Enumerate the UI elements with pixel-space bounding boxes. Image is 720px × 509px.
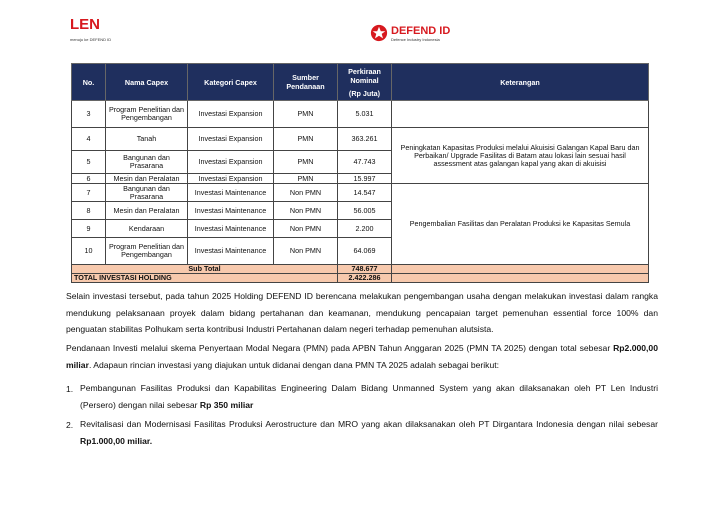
cell-keterangan-empty <box>392 101 649 128</box>
defend-id-logo <box>370 24 470 46</box>
cell-nominal: 64.069 <box>338 238 392 265</box>
cell-nominal: 363.261 <box>338 128 392 151</box>
cell-sumber: PMN <box>274 128 338 151</box>
cell-kategori: Investasi Expansion <box>188 128 274 151</box>
table-row <box>72 184 649 202</box>
cell-nama: Bangunan dan Prasarana <box>106 184 188 202</box>
cell-nama: Kendaraan <box>106 220 188 238</box>
cell-sumber: PMN <box>274 101 338 128</box>
paragraph-pendanaan-total: Rp2.000,00 miliar <box>66 343 658 370</box>
list-number-1: 1. <box>66 384 74 394</box>
total-keterangan <box>392 274 649 283</box>
paragraph-pendanaan <box>66 340 658 373</box>
list-item-1-text: Pembangunan Fasilitas Produksi dan Kapabilitas Engineering Dalam Bidang Unmanned System yang akan dilaksanakan oleh PT Len Industri (Persero) dengan nilai sebesar <box>80 383 658 410</box>
capex-table <box>71 63 649 283</box>
cell-kategori: Investasi Maintenance <box>188 202 274 220</box>
cell-sumber: PMN <box>274 151 338 174</box>
total-value: 2.422.286 <box>338 274 392 283</box>
cell-keterangan-expansion: Peningkatan Kapasitas Produksi melalui Akuisisi Galangan Kapal Baru dan Perbaikan/ Upgrade Fasilitas di Batam atau lokasi lain sesuai hasil assessment atas galangan kapal yang akan di akuisisi <box>392 128 649 184</box>
total-label: TOTAL INVESTASI HOLDING <box>72 274 338 283</box>
header-perkiraan-line2: (Rp Juta) <box>348 88 381 98</box>
header-perkiraan-line1: Perkiraan Nominal <box>348 66 381 85</box>
cell-no: 5 <box>72 151 106 174</box>
header-keterangan: Keterangan <box>392 64 649 101</box>
len-logo <box>70 16 130 46</box>
cell-kategori: Investasi Expansion <box>188 151 274 174</box>
cell-keterangan-maintenance: Pengembalian Fasilitas dan Peralatan Produksi ke Kapasitas Semula <box>392 184 649 265</box>
header-kategori-capex: Kategori Capex <box>188 64 274 101</box>
len-logo-text: LEN <box>70 16 100 33</box>
paragraph-investasi-text: Selain investasi tersebut, pada tahun 2025 Holding DEFEND ID berencana melakukan pengembangan usaha dengan melakukan investasi dalam rangka mendukung pelaksanaan proyek dalam bidang pertahanan dan keamanan, mendukung pencapaian target pemenuhan essential force 100% dan penguatan stabilitas Polhukam serta kontribusi Industri Pertahanan dalam negeri terhadap pemenuhan alutsista. <box>66 291 658 334</box>
subtotal-label: Sub Total <box>72 265 338 274</box>
list-item-1 <box>80 380 658 413</box>
cell-nama: Mesin dan Peralatan <box>106 202 188 220</box>
table-row <box>72 101 649 128</box>
cell-no: 9 <box>72 220 106 238</box>
cell-nama: Mesin dan Peralatan <box>106 174 188 184</box>
defend-logo-text: DEFEND ID <box>391 25 451 37</box>
cell-sumber: Non PMN <box>274 238 338 265</box>
defend-logo-tagline: Defence Industry Indonesia <box>391 37 440 42</box>
header-perkiraan-nominal <box>338 64 392 101</box>
cell-nominal: 47.743 <box>338 151 392 174</box>
cell-nama: Tanah <box>106 128 188 151</box>
cell-no: 6 <box>72 174 106 184</box>
cell-nominal: 15.997 <box>338 174 392 184</box>
list-item-2-amount: Rp1.000,00 miliar. <box>80 435 153 446</box>
cell-nominal: 2.200 <box>338 220 392 238</box>
cell-no: 8 <box>72 202 106 220</box>
cell-nominal: 5.031 <box>338 101 392 128</box>
cell-kategori: Investasi Expansion <box>188 101 274 128</box>
len-logo-sub: menuju ke DEFEND ID <box>70 37 112 42</box>
paragraph-pendanaan-text-b: . Adapaun rincian investasi yang diajukan untuk didanai dengan dana PMN TA 2025 adalah sebagai berikut: <box>88 359 500 370</box>
total-row <box>72 274 649 283</box>
header-nama-capex: Nama Capex <box>106 64 188 101</box>
cell-kategori: Investasi Maintenance <box>188 238 274 265</box>
cell-nominal: 14.547 <box>338 184 392 202</box>
cell-sumber: Non PMN <box>274 220 338 238</box>
cell-nominal: 56.005 <box>338 202 392 220</box>
subtotal-keterangan <box>392 265 649 274</box>
paragraph-investasi <box>66 288 658 338</box>
subtotal-value: 748.677 <box>338 265 392 274</box>
list-item-2 <box>80 416 658 449</box>
cell-kategori: Investasi Maintenance <box>188 184 274 202</box>
list-number-2: 2. <box>66 420 74 430</box>
header-sumber-pendanaan: Sumber Pendanaan <box>274 64 338 101</box>
list-item-2-text: Revitalisasi dan Modernisasi Fasilitas Produksi Aerostructure dan MRO yang akan dilaksanakan oleh PT Dirgantara Indonesia dengan nilai sebesar <box>80 419 658 429</box>
cell-nama: Program Penelitian dan Pengembangan <box>106 101 188 128</box>
cell-no: 7 <box>72 184 106 202</box>
cell-no: 4 <box>72 128 106 151</box>
page-header <box>0 0 720 55</box>
cell-sumber: Non PMN <box>274 202 338 220</box>
cell-kategori: Investasi Maintenance <box>188 220 274 238</box>
cell-no: 10 <box>72 238 106 265</box>
defend-star-icon <box>370 24 388 42</box>
cell-sumber: PMN <box>274 174 338 184</box>
cell-kategori: Investasi Expansion <box>188 174 274 184</box>
list-item-1-amount: Rp 350 miliar <box>199 399 254 410</box>
cell-nama: Program Penelitian dan Pengembangan <box>106 238 188 265</box>
paragraph-pendanaan-text-a: Pendanaan Investi melalui skema Penyertaan Modal Negara (PMN) pada APBN Tahun Anggaran 2025 (PMN TA 2025) dengan total sebesar <box>66 343 614 353</box>
cell-nama: Bangunan dan Prasarana <box>106 151 188 174</box>
cell-sumber: Non PMN <box>274 184 338 202</box>
table-row <box>72 128 649 151</box>
header-no: No. <box>72 64 106 101</box>
cell-no: 3 <box>72 101 106 128</box>
